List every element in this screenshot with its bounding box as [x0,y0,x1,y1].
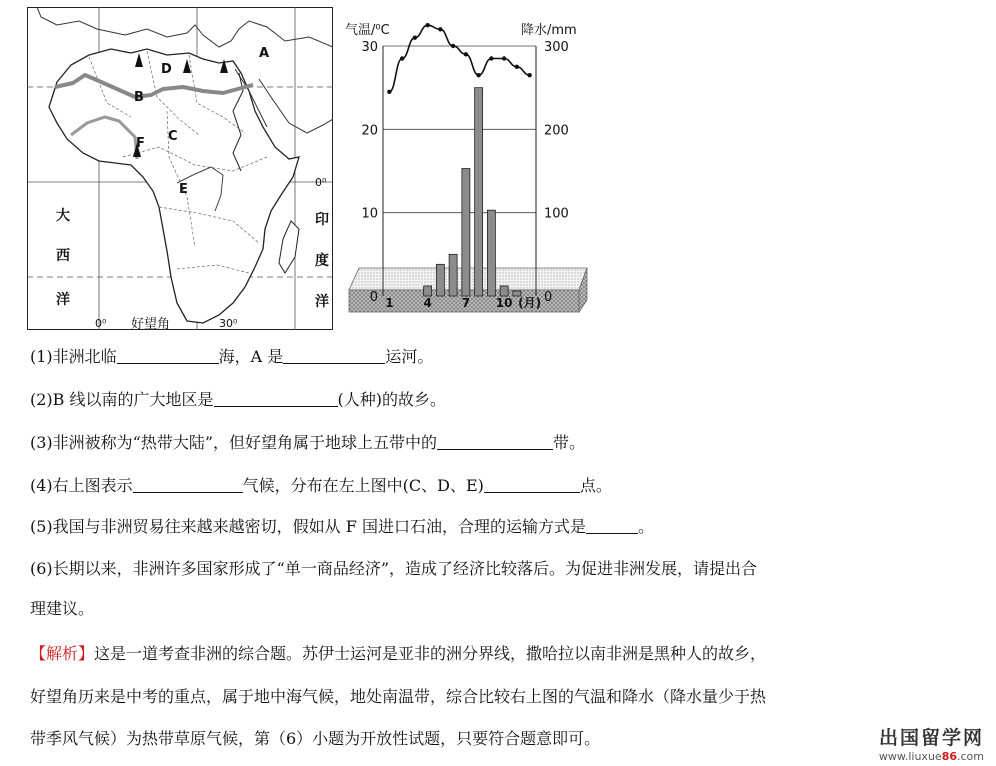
question-4 [30,474,612,498]
question-text: 理建议。 [30,599,95,618]
question-7 [30,597,94,621]
answer-text-2: 好望角历来是中考的重点，属于地中海气候，地处南温带，综合比较右上图的气温和降水（降水量少于热 [30,687,767,706]
temp-point-month-7 [464,52,468,56]
atlantic-char-1: 大 [56,208,70,224]
temp-point-month-4 [425,23,429,27]
x-label-1: 1 [385,296,394,310]
question-1 [30,345,433,369]
question-text: (人种)的故乡。 [337,390,447,409]
answer-tag: 【解析】 [30,644,95,663]
question-text: 。 [637,517,654,536]
temp-tick-label: 0 [369,290,378,305]
x-label-4: 4 [423,296,432,310]
precip-bar-month-9 [487,210,495,296]
temp-point-month-2 [400,56,404,60]
lon-label-30: 30⁰ [219,317,238,330]
question-text: 气候，分布在左上图中(C、D、E) [242,476,484,495]
lon-label-0: 0⁰ [95,317,107,330]
precip-tick-label: 100 [544,206,569,222]
answer-text-3: 带季风气候）为热带草原气候，第（6）小题为开放性试题，只要符合题意即可。 [30,729,601,748]
precip-axis-title: 降水/mm [521,23,577,38]
precip-bar-month-5 [436,264,444,296]
site-watermark [879,723,984,763]
label-d: D [161,62,172,77]
indian-char-1: 印 [315,212,329,228]
answer-blank[interactable] [214,390,338,407]
answer-blank[interactable] [437,433,553,450]
temp-tick-label: 10 [361,206,378,222]
temp-point-month-9 [489,56,493,60]
cape-label: 好望角 [131,317,171,330]
question-3 [30,431,585,455]
question-5 [30,515,654,539]
temperature-line [389,25,529,92]
answer-blank[interactable] [484,476,580,493]
watermark-url: www.liuxue86.com [878,750,984,763]
answer-text-1: 这是一道考查非洲的综合题。苏伊士运河是亚非的洲分界线，撒哈拉以南非洲是黑种人的故乡， [94,644,767,663]
answer-blank[interactable] [283,347,385,364]
label-a: A [259,46,270,61]
question-text: (4)右上图表示 [30,476,133,495]
temp-point-month-12 [527,73,531,77]
temp-axis-title: 气温/⁰C [345,23,390,38]
temp-point-month-5 [438,27,442,31]
answer-line-2 [30,685,766,709]
temp-point-month-10 [502,56,506,60]
precip-bar-month-6 [449,254,457,296]
chart-gridlines [383,46,536,213]
question-text: 带。 [553,433,586,452]
watermark-name: 出国留学网 [878,727,984,749]
answer-line-3 [30,727,600,751]
x-label-7: 7 [461,296,471,310]
temp-tick-label: 30 [361,40,378,55]
question-text: (5)我国与非洲贸易往来越来越密切，假如从 F 国进口石油，合理的运输方式是 [30,517,586,536]
indian-char-2: 度 [315,253,329,269]
temp-point-month-6 [451,44,455,48]
temp-point-month-1 [387,90,391,94]
label-f: F [136,136,145,151]
question-text: 海，A 是 [218,347,284,366]
question-text: (6)长期以来，非洲许多国家形成了“单一商品经济”，造成了经济比较落后。为促进非洲发展，请提出合 [30,559,758,578]
question-text: (3)非洲被称为“热带大陆”，但好望角属于地球上五带中的 [30,433,438,452]
temp-point-month-8 [476,73,480,77]
question-text: 点。 [579,476,612,495]
temp-tick-label: 20 [361,123,378,139]
x-label-10: 10 [495,296,513,310]
indian-char-3: 洋 [315,294,329,310]
africa-map [27,7,333,330]
equator-label: 0⁰ [315,176,327,189]
answer-blank[interactable] [586,517,638,534]
atlantic-char-2: 西 [56,248,70,264]
answer-blank[interactable] [133,476,243,493]
answer-line-1 [30,642,766,666]
precip-bar-month-10 [500,286,508,296]
precip-bar-month-7 [462,169,470,297]
label-b: B [134,90,144,105]
label-c: C [168,129,178,144]
question-6 [30,557,757,581]
question-2 [30,388,446,412]
atlantic-char-3: 洋 [56,292,70,308]
precip-bar-month-4 [424,286,432,296]
temp-point-month-11 [515,65,519,69]
x-label-month-unit: (月) [518,296,542,310]
answer-blank[interactable] [117,347,219,364]
question-text: (2)B 线以南的广大地区是 [30,390,214,409]
climate-chart [343,14,593,320]
precip-tick-label: 300 [544,40,569,55]
question-text: 运河。 [385,347,434,366]
precip-tick-label: 0 [544,290,553,305]
precip-tick-label: 200 [544,123,569,139]
label-e: E [179,182,188,197]
question-text: (1)非洲北临 [30,347,117,366]
precip-bar-month-8 [475,88,483,296]
temp-point-month-3 [413,35,417,39]
